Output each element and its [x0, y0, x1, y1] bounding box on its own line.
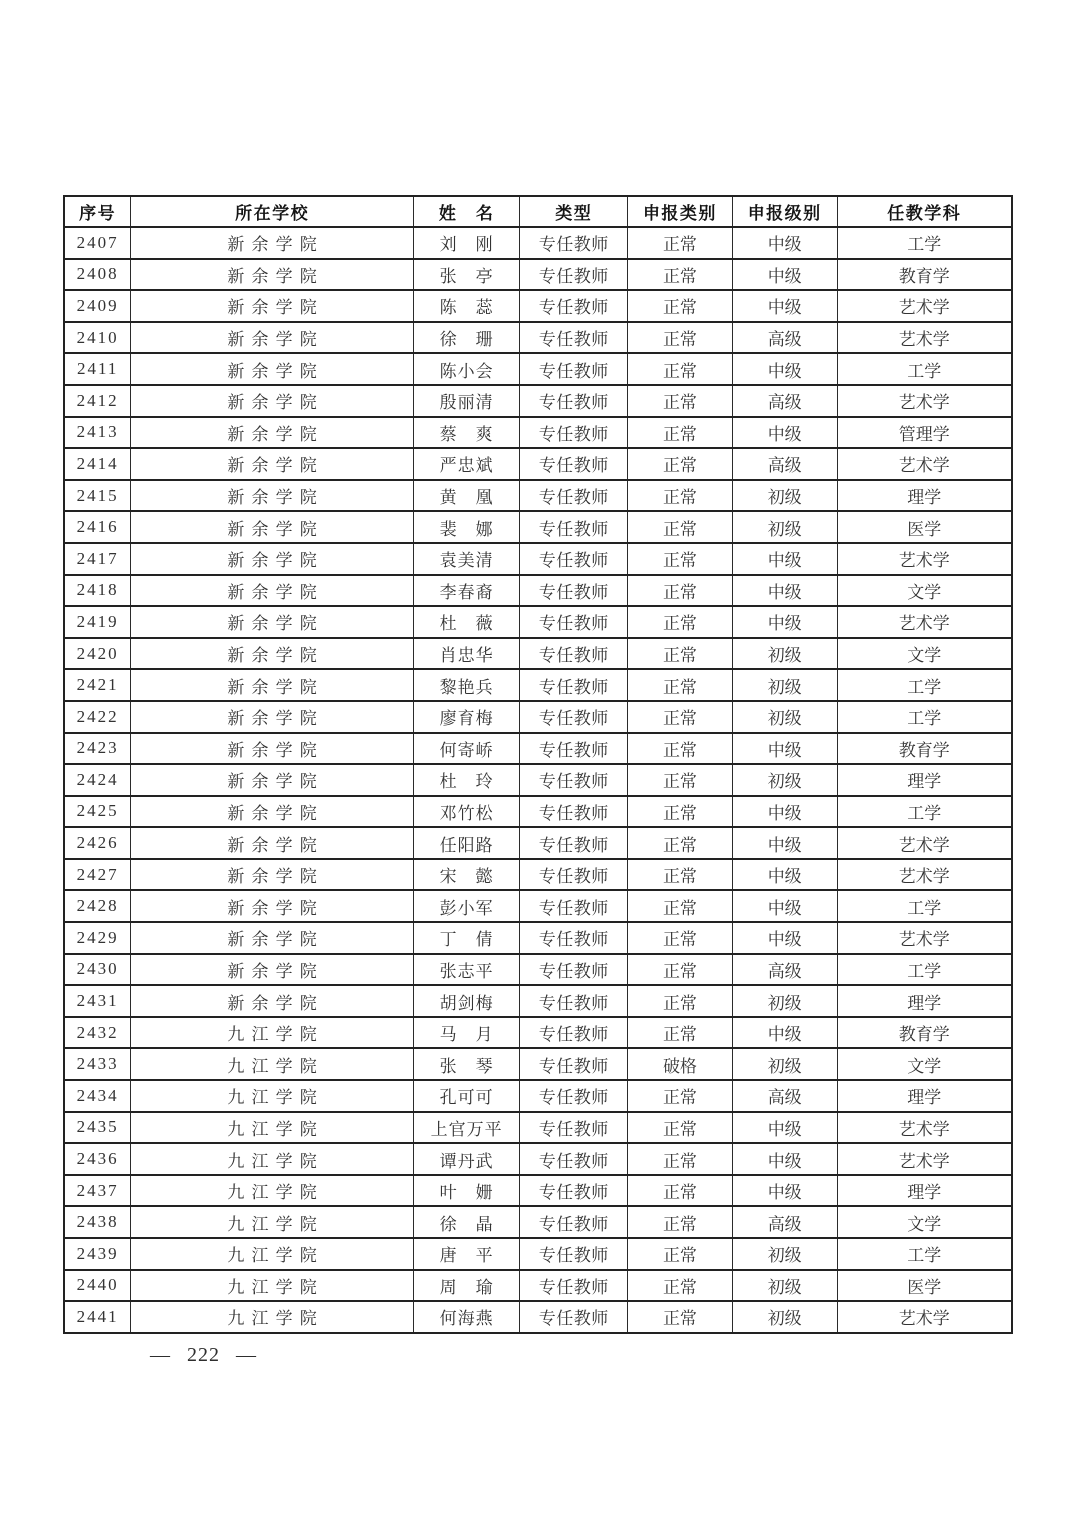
- cell-level: 高级: [732, 448, 837, 480]
- cell-type: 专任教师: [520, 290, 628, 322]
- cell-school: 新余学院: [131, 764, 414, 796]
- cell-name: 刘 刚: [413, 227, 520, 259]
- cell-school: 新余学院: [131, 638, 414, 670]
- cell-name: 何寄峤: [413, 733, 520, 765]
- cell-name: 裴 娜: [413, 511, 520, 543]
- cell-school: 九江学院: [131, 1017, 414, 1049]
- cell-index: 2431: [64, 985, 131, 1017]
- cell-school: 九江学院: [131, 1112, 414, 1144]
- table-row: [64, 1048, 1012, 1080]
- table-row: [64, 1301, 1012, 1333]
- cell-subject: 艺术学: [837, 922, 1012, 954]
- cell-name: 张 琴: [413, 1048, 520, 1080]
- cell-level: 中级: [732, 1143, 837, 1175]
- teachers-table: [63, 195, 1013, 1334]
- cell-category: 正常: [628, 259, 733, 291]
- cell-subject: 理学: [837, 1175, 1012, 1207]
- cell-name: 孔可可: [413, 1080, 520, 1112]
- cell-type: 专任教师: [520, 764, 628, 796]
- table-row: [64, 638, 1012, 670]
- cell-name: 彭小军: [413, 890, 520, 922]
- cell-subject: 艺术学: [837, 448, 1012, 480]
- cell-type: 专任教师: [520, 985, 628, 1017]
- cell-index: 2411: [64, 353, 131, 385]
- cell-category: 正常: [628, 385, 733, 417]
- cell-level: 初级: [732, 1270, 837, 1302]
- cell-school: 新余学院: [131, 417, 414, 449]
- table-row: [64, 827, 1012, 859]
- cell-school: 九江学院: [131, 1175, 414, 1207]
- cell-category: 正常: [628, 890, 733, 922]
- table-row: [64, 448, 1012, 480]
- cell-name: 黎艳兵: [413, 669, 520, 701]
- cell-name: 唐 平: [413, 1238, 520, 1270]
- column-header-level: 申报级别: [732, 196, 837, 227]
- cell-name: 谭丹武: [413, 1143, 520, 1175]
- cell-subject: 工学: [837, 353, 1012, 385]
- cell-school: 九江学院: [131, 1301, 414, 1333]
- cell-subject: 医学: [837, 511, 1012, 543]
- cell-type: 专任教师: [520, 1080, 628, 1112]
- cell-index: 2432: [64, 1017, 131, 1049]
- cell-index: 2435: [64, 1112, 131, 1144]
- cell-subject: 理学: [837, 480, 1012, 512]
- cell-name: 蔡 爽: [413, 417, 520, 449]
- cell-category: 正常: [628, 733, 733, 765]
- cell-school: 新余学院: [131, 796, 414, 828]
- cell-name: 徐 珊: [413, 322, 520, 354]
- cell-category: 正常: [628, 448, 733, 480]
- header-row: [64, 196, 1012, 227]
- cell-type: 专任教师: [520, 417, 628, 449]
- cell-level: 中级: [732, 890, 837, 922]
- table-row: [64, 890, 1012, 922]
- cell-type: 专任教师: [520, 606, 628, 638]
- cell-subject: 工学: [837, 1238, 1012, 1270]
- cell-school: 新余学院: [131, 385, 414, 417]
- table-body: [64, 227, 1012, 1333]
- cell-name: 张志平: [413, 954, 520, 986]
- cell-category: 正常: [628, 353, 733, 385]
- cell-index: 2433: [64, 1048, 131, 1080]
- table-row: [64, 669, 1012, 701]
- cell-subject: 文学: [837, 638, 1012, 670]
- cell-school: 新余学院: [131, 859, 414, 891]
- cell-category: 正常: [628, 1017, 733, 1049]
- cell-category: 正常: [628, 827, 733, 859]
- table-row: [64, 480, 1012, 512]
- cell-index: 2409: [64, 290, 131, 322]
- cell-name: 陈 蕊: [413, 290, 520, 322]
- cell-type: 专任教师: [520, 922, 628, 954]
- cell-subject: 文学: [837, 1206, 1012, 1238]
- cell-school: 新余学院: [131, 922, 414, 954]
- cell-category: 正常: [628, 543, 733, 575]
- cell-school: 新余学院: [131, 480, 414, 512]
- cell-school: 新余学院: [131, 448, 414, 480]
- cell-subject: 工学: [837, 890, 1012, 922]
- cell-category: 正常: [628, 1112, 733, 1144]
- cell-school: 新余学院: [131, 669, 414, 701]
- cell-school: 九江学院: [131, 1048, 414, 1080]
- cell-category: 正常: [628, 1175, 733, 1207]
- cell-name: 李春裔: [413, 575, 520, 607]
- cell-school: 新余学院: [131, 322, 414, 354]
- cell-index: 2422: [64, 701, 131, 733]
- cell-name: 殷丽清: [413, 385, 520, 417]
- cell-type: 专任教师: [520, 1143, 628, 1175]
- cell-level: 初级: [732, 764, 837, 796]
- cell-index: 2428: [64, 890, 131, 922]
- table-row: [64, 859, 1012, 891]
- cell-index: 2438: [64, 1206, 131, 1238]
- cell-type: 专任教师: [520, 1017, 628, 1049]
- cell-category: 正常: [628, 701, 733, 733]
- cell-subject: 艺术学: [837, 385, 1012, 417]
- cell-category: 正常: [628, 1080, 733, 1112]
- cell-subject: 管理学: [837, 417, 1012, 449]
- cell-index: 2441: [64, 1301, 131, 1333]
- cell-level: 中级: [732, 733, 837, 765]
- cell-type: 专任教师: [520, 1175, 628, 1207]
- cell-level: 中级: [732, 353, 837, 385]
- cell-category: 正常: [628, 1238, 733, 1270]
- cell-subject: 艺术学: [837, 1143, 1012, 1175]
- table-row: [64, 1270, 1012, 1302]
- table-row: [64, 1112, 1012, 1144]
- cell-type: 专任教师: [520, 353, 628, 385]
- cell-index: 2430: [64, 954, 131, 986]
- cell-index: 2420: [64, 638, 131, 670]
- cell-category: 正常: [628, 1206, 733, 1238]
- cell-index: 2437: [64, 1175, 131, 1207]
- cell-name: 宋 懿: [413, 859, 520, 891]
- cell-school: 新余学院: [131, 606, 414, 638]
- cell-subject: 艺术学: [837, 1301, 1012, 1333]
- cell-type: 专任教师: [520, 1301, 628, 1333]
- cell-type: 专任教师: [520, 322, 628, 354]
- cell-index: 2414: [64, 448, 131, 480]
- cell-level: 中级: [732, 543, 837, 575]
- cell-type: 专任教师: [520, 575, 628, 607]
- cell-type: 专任教师: [520, 827, 628, 859]
- cell-level: 中级: [732, 922, 837, 954]
- cell-subject: 艺术学: [837, 1112, 1012, 1144]
- cell-category: 正常: [628, 1143, 733, 1175]
- cell-type: 专任教师: [520, 1048, 628, 1080]
- cell-school: 新余学院: [131, 701, 414, 733]
- cell-name: 严忠斌: [413, 448, 520, 480]
- table-row: [64, 575, 1012, 607]
- cell-type: 专任教师: [520, 259, 628, 291]
- cell-type: 专任教师: [520, 1270, 628, 1302]
- table-row: [64, 733, 1012, 765]
- cell-name: 袁美清: [413, 543, 520, 575]
- table-row: [64, 701, 1012, 733]
- cell-category: 正常: [628, 954, 733, 986]
- table-row: [64, 322, 1012, 354]
- cell-level: 中级: [732, 575, 837, 607]
- column-header-type: 类型: [520, 196, 628, 227]
- column-header-category: 申报类别: [628, 196, 733, 227]
- table-row: [64, 1017, 1012, 1049]
- cell-level: 中级: [732, 606, 837, 638]
- cell-subject: 艺术学: [837, 827, 1012, 859]
- table-row: [64, 353, 1012, 385]
- cell-name: 丁 倩: [413, 922, 520, 954]
- cell-level: 中级: [732, 1175, 837, 1207]
- cell-index: 2410: [64, 322, 131, 354]
- cell-name: 陈小会: [413, 353, 520, 385]
- cell-category: 正常: [628, 922, 733, 954]
- cell-school: 九江学院: [131, 1270, 414, 1302]
- cell-index: 2413: [64, 417, 131, 449]
- cell-school: 新余学院: [131, 985, 414, 1017]
- cell-name: 杜 薇: [413, 606, 520, 638]
- cell-type: 专任教师: [520, 669, 628, 701]
- column-header-school: 所在学校: [131, 196, 414, 227]
- cell-level: 初级: [732, 669, 837, 701]
- cell-level: 中级: [732, 227, 837, 259]
- cell-school: 新余学院: [131, 890, 414, 922]
- cell-level: 初级: [732, 701, 837, 733]
- cell-type: 专任教师: [520, 1238, 628, 1270]
- cell-index: 2426: [64, 827, 131, 859]
- cell-category: 正常: [628, 764, 733, 796]
- cell-school: 九江学院: [131, 1206, 414, 1238]
- cell-index: 2424: [64, 764, 131, 796]
- cell-subject: 艺术学: [837, 606, 1012, 638]
- cell-subject: 艺术学: [837, 543, 1012, 575]
- cell-name: 上官万平: [413, 1112, 520, 1144]
- cell-name: 胡剑梅: [413, 985, 520, 1017]
- cell-school: 九江学院: [131, 1238, 414, 1270]
- cell-name: 邓竹松: [413, 796, 520, 828]
- cell-name: 任阳路: [413, 827, 520, 859]
- cell-name: 杜 玲: [413, 764, 520, 796]
- cell-type: 专任教师: [520, 1206, 628, 1238]
- column-header-index: 序号: [64, 196, 131, 227]
- cell-category: 破格: [628, 1048, 733, 1080]
- cell-level: 中级: [732, 259, 837, 291]
- cell-name: 周 瑜: [413, 1270, 520, 1302]
- cell-level: 初级: [732, 638, 837, 670]
- cell-index: 2434: [64, 1080, 131, 1112]
- table-row: [64, 511, 1012, 543]
- cell-level: 中级: [732, 1112, 837, 1144]
- table-row: [64, 985, 1012, 1017]
- cell-name: 何海燕: [413, 1301, 520, 1333]
- cell-category: 正常: [628, 638, 733, 670]
- cell-school: 新余学院: [131, 227, 414, 259]
- table-row: [64, 1143, 1012, 1175]
- cell-level: 中级: [732, 1017, 837, 1049]
- cell-category: 正常: [628, 511, 733, 543]
- cell-subject: 工学: [837, 669, 1012, 701]
- cell-school: 新余学院: [131, 353, 414, 385]
- table-row: [64, 543, 1012, 575]
- cell-index: 2436: [64, 1143, 131, 1175]
- column-header-name: 姓 名: [413, 196, 520, 227]
- cell-subject: 艺术学: [837, 322, 1012, 354]
- cell-school: 新余学院: [131, 543, 414, 575]
- cell-type: 专任教师: [520, 701, 628, 733]
- cell-type: 专任教师: [520, 890, 628, 922]
- cell-subject: 理学: [837, 764, 1012, 796]
- cell-type: 专任教师: [520, 638, 628, 670]
- cell-type: 专任教师: [520, 448, 628, 480]
- cell-level: 初级: [732, 511, 837, 543]
- cell-type: 专任教师: [520, 859, 628, 891]
- cell-category: 正常: [628, 985, 733, 1017]
- cell-type: 专任教师: [520, 227, 628, 259]
- table-row: [64, 1238, 1012, 1270]
- cell-school: 九江学院: [131, 1080, 414, 1112]
- cell-index: 2415: [64, 480, 131, 512]
- cell-level: 中级: [732, 859, 837, 891]
- cell-school: 新余学院: [131, 259, 414, 291]
- table-row: [64, 1206, 1012, 1238]
- cell-category: 正常: [628, 859, 733, 891]
- cell-level: 中级: [732, 290, 837, 322]
- cell-index: 2419: [64, 606, 131, 638]
- cell-name: 张 亭: [413, 259, 520, 291]
- cell-index: 2439: [64, 1238, 131, 1270]
- cell-type: 专任教师: [520, 1112, 628, 1144]
- table-row: [64, 227, 1012, 259]
- cell-name: 徐 晶: [413, 1206, 520, 1238]
- cell-level: 中级: [732, 417, 837, 449]
- cell-level: 初级: [732, 480, 837, 512]
- cell-subject: 文学: [837, 575, 1012, 607]
- table-row: [64, 606, 1012, 638]
- cell-name: 马 月: [413, 1017, 520, 1049]
- cell-type: 专任教师: [520, 543, 628, 575]
- cell-level: 中级: [732, 796, 837, 828]
- table-row: [64, 954, 1012, 986]
- cell-school: 新余学院: [131, 575, 414, 607]
- cell-index: 2407: [64, 227, 131, 259]
- table-row: [64, 1080, 1012, 1112]
- cell-subject: 艺术学: [837, 859, 1012, 891]
- cell-index: 2412: [64, 385, 131, 417]
- cell-school: 九江学院: [131, 1143, 414, 1175]
- cell-category: 正常: [628, 669, 733, 701]
- cell-index: 2440: [64, 1270, 131, 1302]
- cell-level: 初级: [732, 1238, 837, 1270]
- cell-subject: 工学: [837, 701, 1012, 733]
- cell-level: 初级: [732, 985, 837, 1017]
- cell-subject: 教育学: [837, 733, 1012, 765]
- cell-name: 叶 姗: [413, 1175, 520, 1207]
- cell-level: 初级: [732, 1048, 837, 1080]
- cell-school: 新余学院: [131, 733, 414, 765]
- table-row: [64, 1175, 1012, 1207]
- cell-subject: 教育学: [837, 1017, 1012, 1049]
- cell-level: 高级: [732, 1080, 837, 1112]
- cell-type: 专任教师: [520, 954, 628, 986]
- cell-type: 专任教师: [520, 796, 628, 828]
- cell-name: 廖育梅: [413, 701, 520, 733]
- cell-category: 正常: [628, 322, 733, 354]
- cell-type: 专任教师: [520, 480, 628, 512]
- cell-index: 2416: [64, 511, 131, 543]
- cell-school: 新余学院: [131, 827, 414, 859]
- column-header-subject: 任教学科: [837, 196, 1012, 227]
- cell-index: 2427: [64, 859, 131, 891]
- cell-category: 正常: [628, 1301, 733, 1333]
- cell-category: 正常: [628, 227, 733, 259]
- cell-category: 正常: [628, 290, 733, 322]
- cell-subject: 理学: [837, 1080, 1012, 1112]
- table-row: [64, 417, 1012, 449]
- cell-category: 正常: [628, 796, 733, 828]
- cell-subject: 工学: [837, 227, 1012, 259]
- cell-level: 高级: [732, 322, 837, 354]
- cell-subject: 艺术学: [837, 290, 1012, 322]
- cell-subject: 理学: [837, 985, 1012, 1017]
- cell-type: 专任教师: [520, 733, 628, 765]
- page-number: — 222 —: [150, 1344, 257, 1366]
- cell-subject: 医学: [837, 1270, 1012, 1302]
- cell-type: 专任教师: [520, 511, 628, 543]
- cell-category: 正常: [628, 1270, 733, 1302]
- cell-index: 2429: [64, 922, 131, 954]
- cell-type: 专任教师: [520, 385, 628, 417]
- cell-category: 正常: [628, 480, 733, 512]
- cell-index: 2421: [64, 669, 131, 701]
- table-row: [64, 796, 1012, 828]
- cell-level: 初级: [732, 1301, 837, 1333]
- cell-school: 新余学院: [131, 511, 414, 543]
- cell-subject: 教育学: [837, 259, 1012, 291]
- table-row: [64, 922, 1012, 954]
- cell-index: 2423: [64, 733, 131, 765]
- cell-school: 新余学院: [131, 954, 414, 986]
- cell-index: 2425: [64, 796, 131, 828]
- table-row: [64, 290, 1012, 322]
- cell-category: 正常: [628, 417, 733, 449]
- cell-level: 高级: [732, 954, 837, 986]
- cell-name: 肖忠华: [413, 638, 520, 670]
- table-row: [64, 385, 1012, 417]
- cell-school: 新余学院: [131, 290, 414, 322]
- cell-subject: 文学: [837, 1048, 1012, 1080]
- cell-subject: 工学: [837, 796, 1012, 828]
- cell-name: 黄 凰: [413, 480, 520, 512]
- cell-category: 正常: [628, 606, 733, 638]
- cell-subject: 工学: [837, 954, 1012, 986]
- table-row: [64, 764, 1012, 796]
- cell-category: 正常: [628, 575, 733, 607]
- table-header: [64, 196, 1012, 227]
- cell-index: 2417: [64, 543, 131, 575]
- cell-index: 2408: [64, 259, 131, 291]
- cell-level: 中级: [732, 827, 837, 859]
- cell-level: 高级: [732, 385, 837, 417]
- cell-level: 高级: [732, 1206, 837, 1238]
- table-row: [64, 259, 1012, 291]
- cell-index: 2418: [64, 575, 131, 607]
